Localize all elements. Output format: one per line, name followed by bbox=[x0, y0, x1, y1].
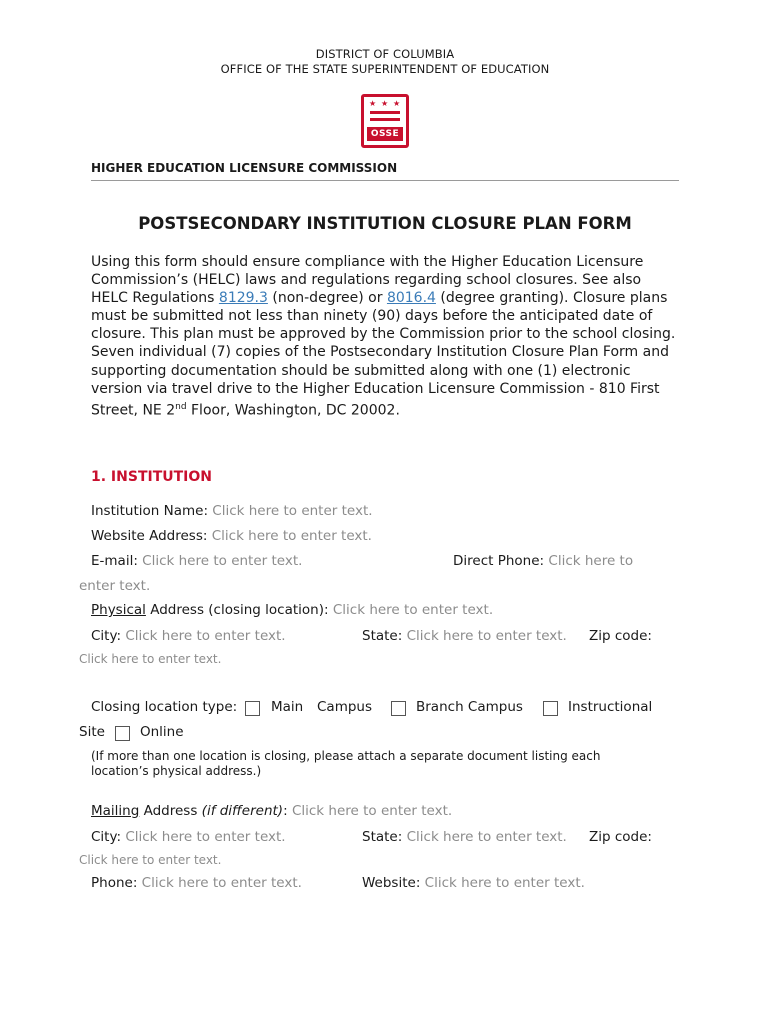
city-label: City: bbox=[91, 628, 122, 644]
institution-name-field[interactable]: Click here to enter text. bbox=[212, 503, 373, 519]
direct-phone-field-wrap[interactable]: enter text. bbox=[79, 578, 151, 594]
intro-text: Floor, Washington, DC 20002. bbox=[186, 402, 400, 419]
star-icon: ★ bbox=[369, 99, 377, 108]
intro-text: Using this form should ensure compliance with the Higher Education Licensure Commission’s (HELC) laws and regulations regarding school closures. See also HELC Regulations bbox=[91, 254, 644, 307]
regulation-link-8016[interactable]: 8016.4 bbox=[386, 290, 436, 307]
branch-campus-checkbox[interactable] bbox=[391, 699, 406, 718]
osse-logo bbox=[361, 94, 409, 148]
section-heading-institution: 1. INSTITUTION bbox=[91, 469, 212, 485]
closing-type-label: Closing location type: bbox=[91, 699, 238, 715]
header-district: DISTRICT OF COLUMBIA bbox=[315, 47, 455, 61]
mailing-address-row bbox=[91, 803, 452, 819]
regulation-link-8129[interactable]: 8129.3 bbox=[218, 290, 268, 307]
city-field[interactable]: Click here to enter text. bbox=[125, 628, 286, 644]
physical-address-field[interactable]: Click here to enter text. bbox=[332, 602, 494, 618]
header-office: OFFICE OF THE STATE SUPERINTENDENT OF EDUCATION bbox=[220, 62, 550, 76]
commission-heading: HIGHER EDUCATION LICENSURE COMMISSION bbox=[91, 161, 398, 175]
mailing-city-row bbox=[91, 829, 286, 845]
state-field[interactable]: Click here to enter text. bbox=[406, 628, 567, 644]
checkbox-icon bbox=[543, 701, 558, 716]
mailing-address-field[interactable]: Click here to enter text. bbox=[291, 803, 453, 819]
zip-field[interactable]: Click here to enter text. bbox=[79, 652, 222, 666]
logo-bar bbox=[370, 111, 400, 114]
direct-phone-row bbox=[453, 553, 633, 569]
email-row bbox=[91, 553, 302, 569]
state-label: State: bbox=[362, 829, 403, 845]
main-campus-checkbox[interactable] bbox=[245, 699, 260, 718]
checkbox-icon bbox=[115, 726, 130, 741]
website-row bbox=[362, 875, 585, 891]
website-address-row bbox=[91, 528, 372, 544]
intro-text: (non-degree) or bbox=[267, 290, 387, 307]
physical-address-label: Address (closing location): bbox=[145, 602, 329, 618]
physical-label: Physical bbox=[91, 602, 146, 618]
institution-name-row bbox=[91, 503, 373, 519]
city-label: City: bbox=[91, 829, 122, 845]
zip-label: Zip code: bbox=[589, 829, 652, 845]
phone-label: Phone: bbox=[91, 875, 138, 891]
website-address-label: Website Address: bbox=[91, 528, 208, 544]
mailing-if-different: (if different) bbox=[201, 803, 284, 819]
state-label: State: bbox=[362, 628, 403, 644]
zip-label: Zip code: bbox=[589, 628, 652, 644]
multiple-location-note: (If more than one location is closing, please attach a separate document listing each location’s physical address.) bbox=[91, 749, 601, 778]
divider bbox=[91, 180, 679, 181]
form-title: POSTSECONDARY INSTITUTION CLOSURE PLAN FORM bbox=[138, 214, 632, 233]
email-field[interactable]: Click here to enter text. bbox=[142, 553, 303, 569]
logo-bar bbox=[370, 118, 400, 121]
branch-campus-label: Branch Campus bbox=[416, 699, 523, 715]
phone-field[interactable]: Click here to enter text. bbox=[141, 875, 302, 891]
city-row bbox=[91, 628, 286, 644]
instructional-label: Instructional bbox=[568, 699, 653, 715]
mailing-label: Mailing bbox=[91, 803, 140, 819]
email-label: E-mail: bbox=[91, 553, 138, 569]
website-address-field[interactable]: Click here to enter text. bbox=[211, 528, 372, 544]
mailing-zip-field[interactable]: Click here to enter text. bbox=[79, 853, 222, 867]
direct-phone-field[interactable]: Click here to bbox=[548, 553, 634, 569]
main-label: Main bbox=[271, 699, 304, 715]
mailing-colon: : bbox=[283, 803, 288, 819]
intro-paragraph bbox=[91, 253, 681, 420]
intro-text: (degree granting). Closure plans must be submitted not less than ninety (90) days before the anticipated date of closure. This plan must be approved by the Commission prior to the school closing. Seven individual (7) copies of the Postsecondary Institution Closure Plan Form and supporting documentation should be submitted along with one (1) electronic version via travel drive to the Higher Education Licensure Commission - 810 First Street, NE 2 bbox=[91, 290, 676, 419]
instructional-site-checkbox[interactable] bbox=[543, 699, 558, 718]
logo-text: OSSE bbox=[367, 127, 403, 141]
mailing-city-field[interactable]: Click here to enter text. bbox=[125, 829, 286, 845]
mailing-state-row bbox=[362, 829, 567, 845]
institution-name-label: Institution Name: bbox=[91, 503, 208, 519]
superscript: nd bbox=[175, 401, 187, 412]
star-icon: ★ bbox=[381, 99, 389, 108]
physical-address-row bbox=[91, 602, 493, 618]
state-row bbox=[362, 628, 567, 644]
phone-row bbox=[91, 875, 302, 891]
mailing-state-field[interactable]: Click here to enter text. bbox=[406, 829, 567, 845]
online-checkbox[interactable] bbox=[115, 724, 130, 743]
site-label: Site bbox=[79, 724, 105, 740]
website-label: Website: bbox=[362, 875, 421, 891]
mailing-address-label: Address bbox=[139, 803, 202, 819]
checkbox-icon bbox=[391, 701, 406, 716]
checkbox-icon bbox=[245, 701, 260, 716]
online-label: Online bbox=[140, 724, 184, 740]
website-field[interactable]: Click here to enter text. bbox=[424, 875, 585, 891]
direct-phone-label: Direct Phone: bbox=[453, 553, 545, 569]
star-icon: ★ bbox=[393, 99, 401, 108]
campus-label: Campus bbox=[317, 699, 373, 715]
